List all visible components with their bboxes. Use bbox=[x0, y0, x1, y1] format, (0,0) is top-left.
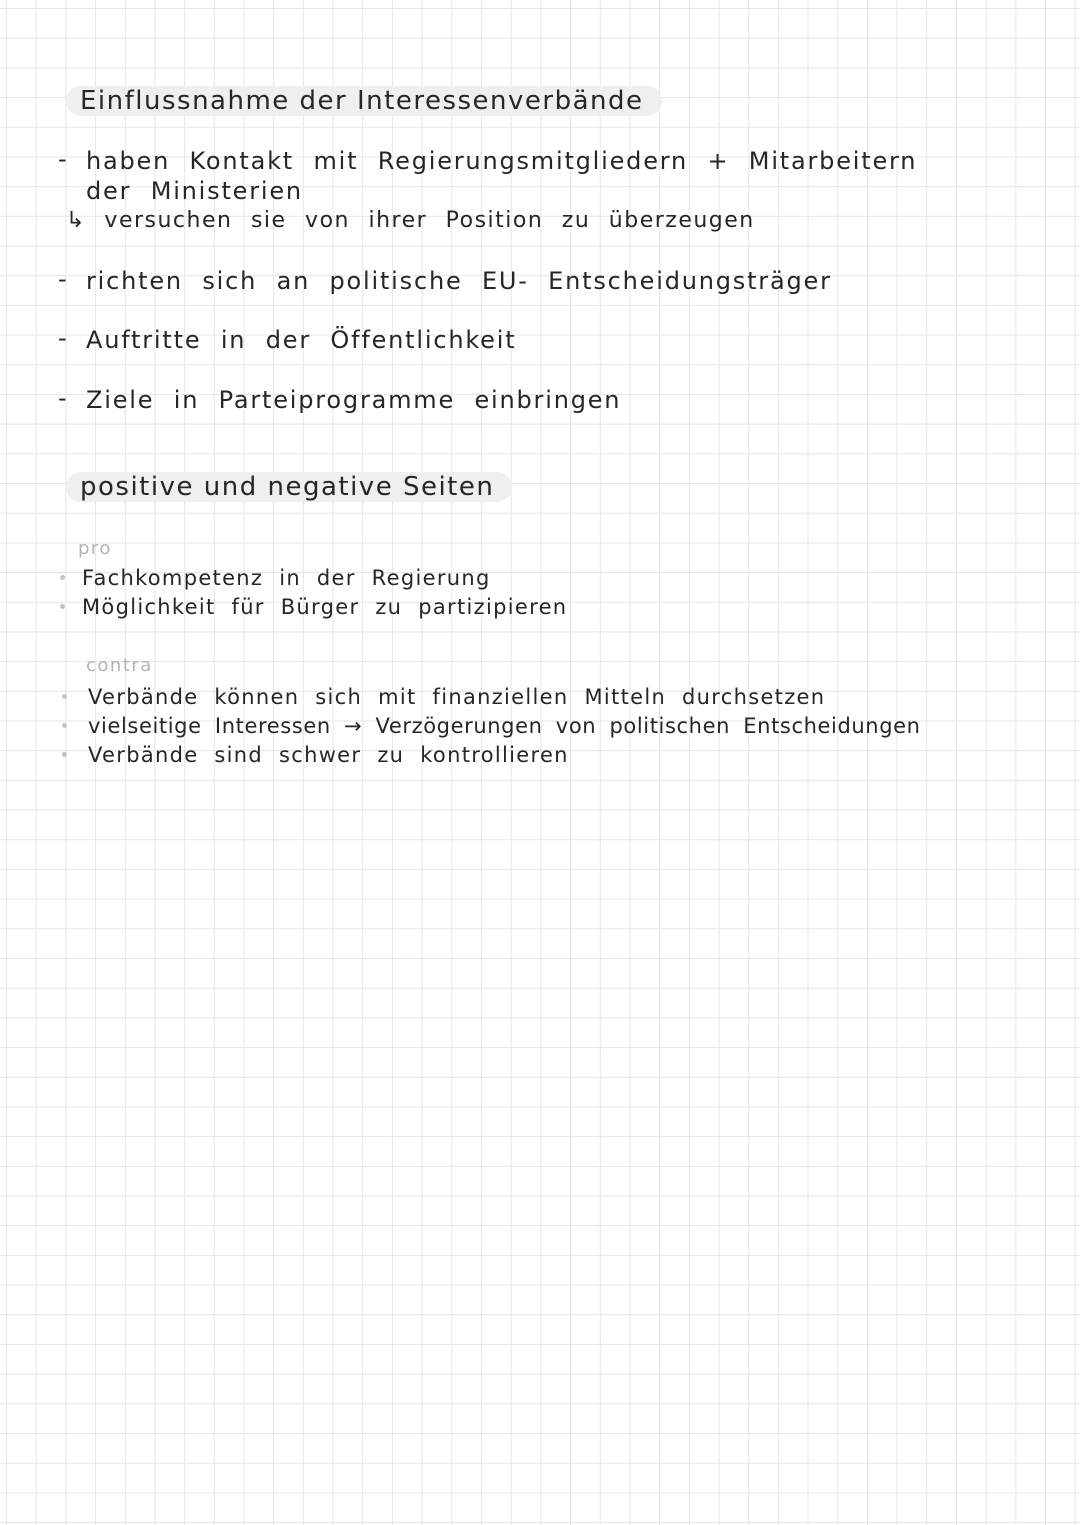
list-item-eu: richten sich an politische EU- Entscheidungsträger bbox=[86, 267, 832, 295]
list-dash: - bbox=[58, 145, 67, 173]
bullet-dot bbox=[60, 575, 65, 580]
contra-item-verzoegerungen: vielseitige Interessen → Verzögerungen von politischen Entscheidungen bbox=[88, 714, 921, 738]
list-subitem-ueberzeugen: ↳ versuchen sie von ihrer Position zu überzeugen bbox=[66, 208, 755, 233]
list-item-oeffentlichkeit: Auftritte in der Öffentlichkeit bbox=[86, 326, 517, 354]
list-dash: - bbox=[58, 324, 67, 352]
section-heading-einflussnahme: Einflussnahme der Interessenverbände bbox=[66, 86, 662, 116]
list-item-parteiprogramme: Ziele in Parteiprogramme einbringen bbox=[86, 386, 622, 414]
contra-item-finanzielle-mittel: Verbände können sich mit finanziellen Mitteln durchsetzen bbox=[88, 685, 826, 709]
list-dash: - bbox=[58, 384, 67, 412]
bullet-dot bbox=[62, 752, 67, 757]
pro-item-partizipieren: Möglichkeit für Bürger zu partizipieren bbox=[82, 595, 568, 619]
pro-label: pro bbox=[78, 538, 112, 559]
pro-item-fachkompetenz: Fachkompetenz in der Regierung bbox=[82, 566, 491, 590]
bullet-dot bbox=[62, 694, 67, 699]
contra-item-kontrollieren: Verbände sind schwer zu kontrollieren bbox=[88, 743, 569, 767]
bullet-dot bbox=[62, 723, 67, 728]
section-heading-pro-contra: positive und negative Seiten bbox=[66, 472, 512, 502]
list-dash: - bbox=[58, 265, 67, 293]
contra-label: contra bbox=[86, 655, 153, 676]
bullet-dot bbox=[60, 604, 65, 609]
list-item-kontakt-continuation: der Ministerien bbox=[86, 177, 303, 205]
list-item-kontakt: haben Kontakt mit Regierungsmitgliedern + Mitarbeitern bbox=[86, 147, 918, 175]
